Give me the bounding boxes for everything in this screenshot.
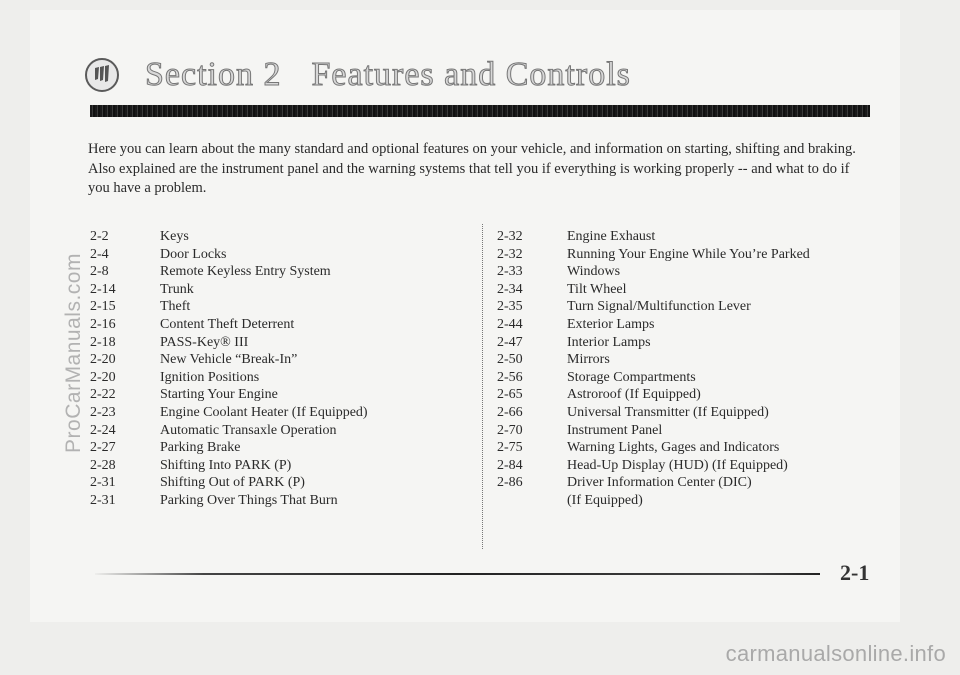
section-title (145, 56, 631, 94)
section-header (85, 55, 631, 95)
toc-entry-title: Engine Exhaust (567, 229, 656, 244)
toc-entry (90, 334, 368, 352)
toc-entry (497, 404, 810, 422)
toc-entry (90, 316, 368, 334)
toc-entry-title: Remote Keyless Entry System (160, 264, 331, 280)
section-label: Section 2 (145, 56, 282, 93)
toc-page-number: 2-56 (497, 369, 523, 385)
toc-entry-title: Instrument Panel (567, 422, 663, 438)
toc-entry (497, 422, 810, 440)
toc-entry (90, 457, 368, 475)
toc-entry-title: Interior Lamps (567, 334, 651, 350)
toc-entry (497, 351, 810, 369)
toc-entry-title: Tilt Wheel (567, 281, 627, 297)
toc-entry-title: New Vehicle “Break-In” (160, 352, 298, 368)
toc-entry-title: Mirrors (567, 352, 610, 368)
toc-entry (90, 228, 368, 246)
toc-page-number: 2-34 (497, 281, 523, 297)
toc-entry-title: Engine Coolant Heater (If Equipped) (160, 404, 368, 420)
toc-page-number: 2-70 (497, 422, 523, 438)
toc-entry (90, 492, 368, 510)
toc-page-number: 2-35 (497, 299, 523, 315)
toc-page-number: 2-65 (497, 387, 523, 403)
toc-entry (497, 492, 810, 510)
toc-entry-title: Parking Over Things That Burn (160, 492, 338, 508)
toc-entry-title: Theft (160, 299, 191, 315)
toc-page-number: 2-50 (497, 352, 523, 368)
toc-page-number: 2-27 (90, 440, 116, 456)
toc-page-number: 2-66 (497, 404, 523, 420)
toc-entry (90, 281, 368, 299)
toc-entry-title: Driver Information Center (DIC) (567, 475, 752, 491)
toc-entry (90, 351, 368, 369)
toc-entry-title: Ignition Positions (160, 369, 260, 385)
toc-entry (497, 228, 810, 246)
toc-entry (90, 369, 368, 387)
toc-entry (90, 474, 368, 492)
toc-page-number: 2-24 (90, 422, 116, 438)
toc-entry-title: Content Theft Deterrent (160, 316, 295, 332)
buick-shield-logo-icon (85, 58, 119, 92)
page-number: 2-1 (840, 560, 870, 585)
toc-page-number: 2-20 (90, 352, 116, 368)
toc-entry-title: Automatic Transaxle Operation (160, 422, 337, 438)
intro-paragraph: Here you can learn about the many standard and optional features on your vehicle, and information on starting, shifting and braking. Also explained are the instrument panel and the warning systems that tell you if everything is working properly -- and what to do if you have a problem. (88, 141, 856, 196)
toc-entry (90, 422, 368, 440)
toc-entry-title: Universal Transmitter (If Equipped) (567, 404, 769, 420)
toc-entry (90, 263, 368, 281)
toc-page-number: 2-84 (497, 457, 523, 473)
toc-entry (497, 316, 810, 334)
bottom-watermark: carmanualsonline.info (725, 641, 946, 666)
toc-page-number: 2-18 (90, 334, 116, 350)
toc-entry (497, 386, 810, 404)
toc-entry-title: Turn Signal/Multifunction Lever (567, 299, 751, 315)
toc-page-number: 2-28 (90, 457, 116, 473)
header-rule (90, 105, 870, 117)
toc-entry-title: Starting Your Engine (160, 387, 278, 403)
toc-left-column (90, 228, 368, 510)
toc-page-number: 2-75 (497, 440, 523, 456)
side-watermark (62, 178, 86, 528)
toc-page-number: 2-14 (90, 281, 116, 297)
toc-entry-title: Door Locks (160, 246, 227, 262)
toc-entry-title: Windows (567, 264, 621, 280)
toc-entry-title: Trunk (160, 281, 194, 297)
toc-entry (90, 246, 368, 264)
toc-page-number: 2-22 (90, 387, 116, 403)
toc-page-number: 2-23 (90, 404, 116, 420)
toc-page-number: 2-4 (90, 246, 109, 262)
toc-entry (497, 281, 810, 299)
toc-entry-title: PASS-Key® III (160, 334, 249, 350)
toc-entry-title: (If Equipped) (567, 492, 643, 508)
section-name: Features and Controls (311, 56, 631, 93)
toc-entry-title: Storage Compartments (567, 369, 696, 385)
toc-entry (90, 298, 368, 316)
toc-page-number: 2-44 (497, 316, 523, 332)
toc-page-number: 2-31 (90, 475, 116, 491)
toc-entry (90, 404, 368, 422)
column-divider (482, 224, 483, 549)
toc-page-number: 2-20 (90, 369, 116, 385)
toc-entry (497, 369, 810, 387)
toc-entry-title: Shifting Out of PARK (P) (160, 475, 305, 491)
toc-page-number: 2-8 (90, 264, 109, 280)
toc-entry (497, 263, 810, 281)
toc-entry (497, 246, 810, 264)
toc-right-column (497, 228, 810, 510)
toc-entry (90, 386, 368, 404)
toc-page-number: 2-15 (90, 299, 116, 315)
toc-entry-title: Keys (160, 229, 189, 244)
toc-entry-title: Shifting Into PARK (P) (160, 457, 292, 473)
toc-page-number: 2-31 (90, 492, 116, 508)
toc-entry (90, 439, 368, 457)
toc-page-number: 2-16 (90, 316, 116, 332)
toc-entry (497, 298, 810, 316)
toc-entry (497, 457, 810, 475)
toc-page-number (497, 492, 567, 510)
toc-page-number: 2-47 (497, 334, 523, 350)
toc-entry-title: Exterior Lamps (567, 316, 655, 332)
toc-entry-title: Parking Brake (160, 440, 241, 456)
toc-entry (497, 439, 810, 457)
toc-page-number: 2-86 (497, 475, 523, 491)
toc-entry-title: Running Your Engine While You’re Parked (567, 246, 810, 262)
toc-page-number: 2-32 (497, 246, 523, 262)
toc-entry-title: Astroroof (If Equipped) (567, 387, 701, 403)
toc-page-number: 2-32 (497, 229, 523, 244)
side-watermark-text: ProCarManuals.com (62, 253, 85, 453)
toc-entry-title: Head-Up Display (HUD) (If Equipped) (567, 457, 788, 473)
toc-page-number: 2-33 (497, 264, 523, 280)
toc-entry-title: Warning Lights, Gages and Indicators (567, 440, 780, 456)
toc-entry (497, 334, 810, 352)
toc-entry (497, 474, 810, 492)
toc-page-number: 2-2 (90, 229, 109, 244)
footer-rule (95, 573, 820, 575)
